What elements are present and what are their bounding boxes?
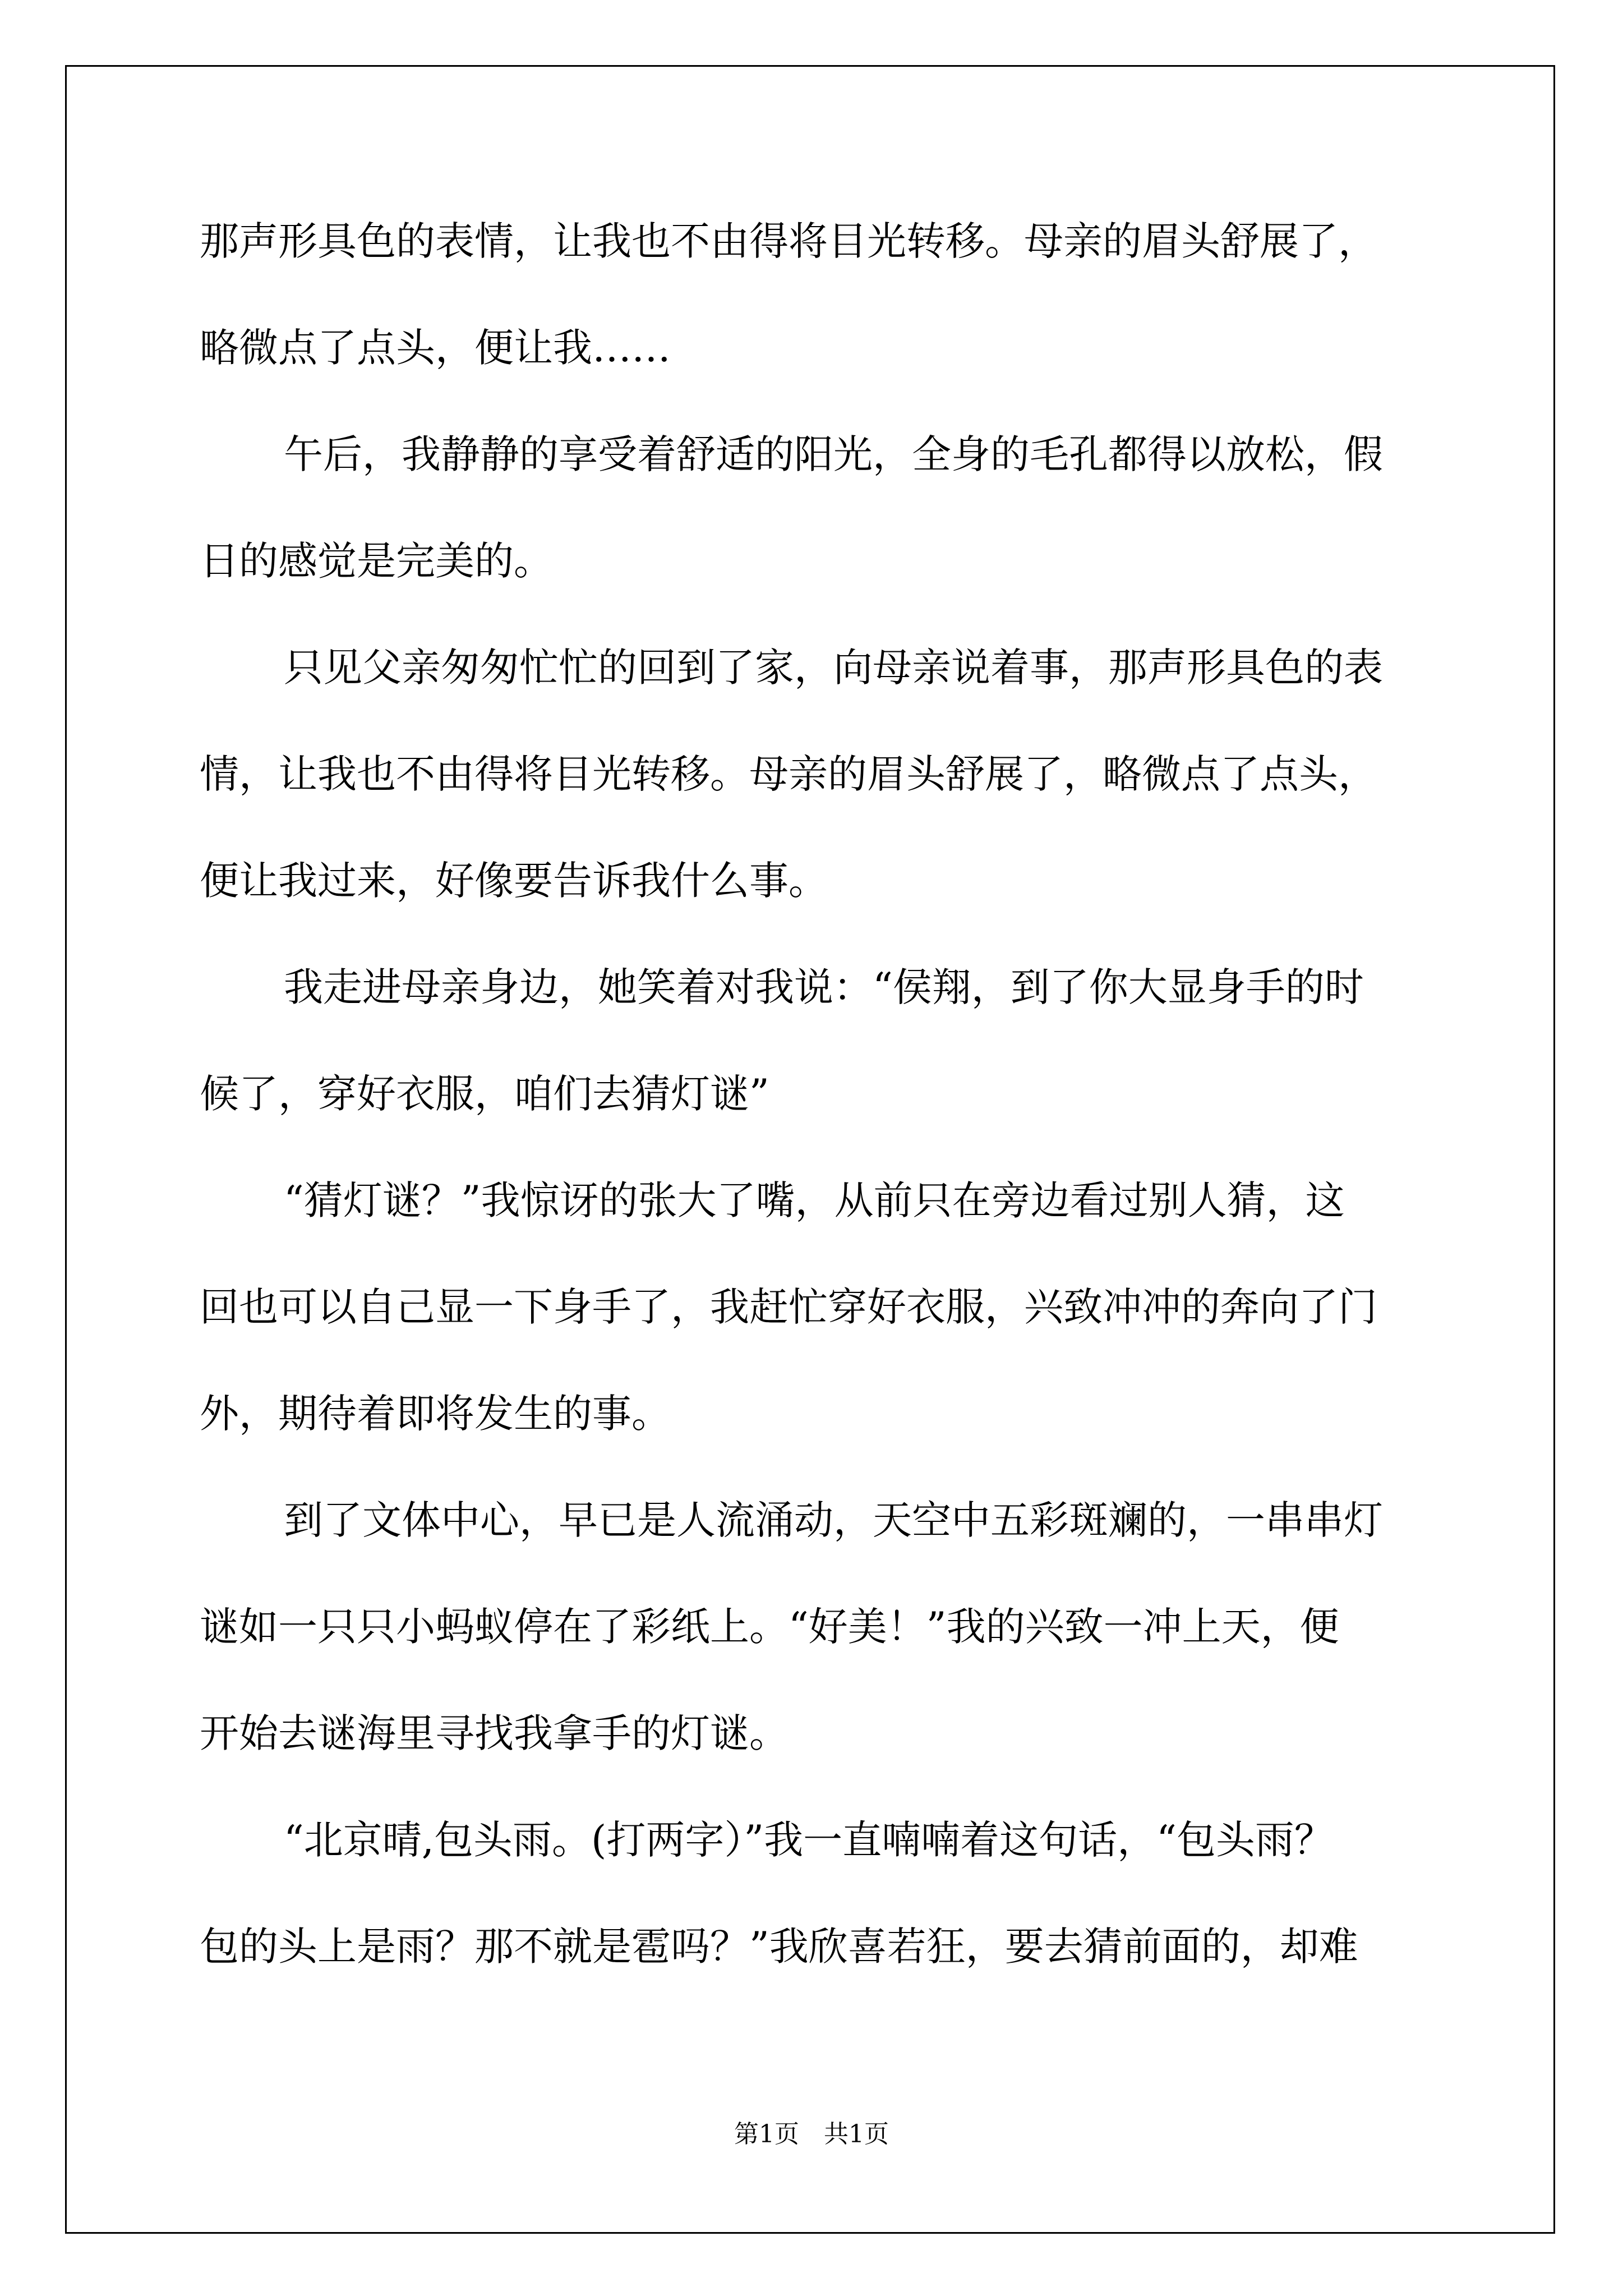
- text-line: 只见父亲匆匆忙忙的回到了家，向母亲说着事，那声形具色的表: [284, 645, 1383, 691]
- text-line: 包的头上是雨？那不就是雹吗？”我欣喜若狂，要去猜前面的，却难: [200, 1924, 1358, 1970]
- text-line: 候了，穿好衣服，咱们去猜灯谜”: [200, 1071, 769, 1117]
- text-line: 略微点了点头，便让我……: [200, 325, 671, 371]
- page-footer: 第1页 共1页: [734, 2120, 889, 2148]
- text-line: 外，期待着即将发生的事。: [200, 1391, 671, 1437]
- page-border: [65, 65, 1555, 2234]
- text-line: 午后，我静静的享受着舒适的阳光，全身的毛孔都得以放松，假: [284, 431, 1383, 477]
- text-line: 那声形具色的表情，让我也不由得将目光转移。母亲的眉头舒展了，: [200, 218, 1377, 264]
- text-line: 开始去谜海里寻找我拿手的灯谜。: [200, 1710, 789, 1756]
- text-line: 便让我过来，好像要告诉我什么事。: [200, 858, 828, 904]
- text-line: 我走进母亲身边，她笑着对我说：“侯翔，到了你大显身手的时: [284, 964, 1364, 1010]
- text-line: 情，让我也不由得将目光转移。母亲的眉头舒展了，略微点了点头，: [200, 751, 1377, 797]
- text-line: 回也可以自己显一下身手了，我赶忙穿好衣服，兴致冲冲的奔向了门: [200, 1284, 1377, 1330]
- text-line: “猜灯谜？”我惊讶的张大了嘴，从前只在旁边看过别人猜，这: [284, 1177, 1345, 1223]
- text-line: 到了文体中心，早已是人流涌动，天空中五彩斑斓的，一串串灯: [284, 1497, 1383, 1543]
- text-line: 日的感觉是完美的。: [200, 538, 553, 584]
- text-line: “北京晴,包头雨。(打两字）”我一直喃喃着这句话，“包头雨？: [284, 1817, 1334, 1863]
- text-line: 谜如一只只小蚂蚁停在了彩纸上。“好美！”我的兴致一冲上天，便: [200, 1604, 1339, 1650]
